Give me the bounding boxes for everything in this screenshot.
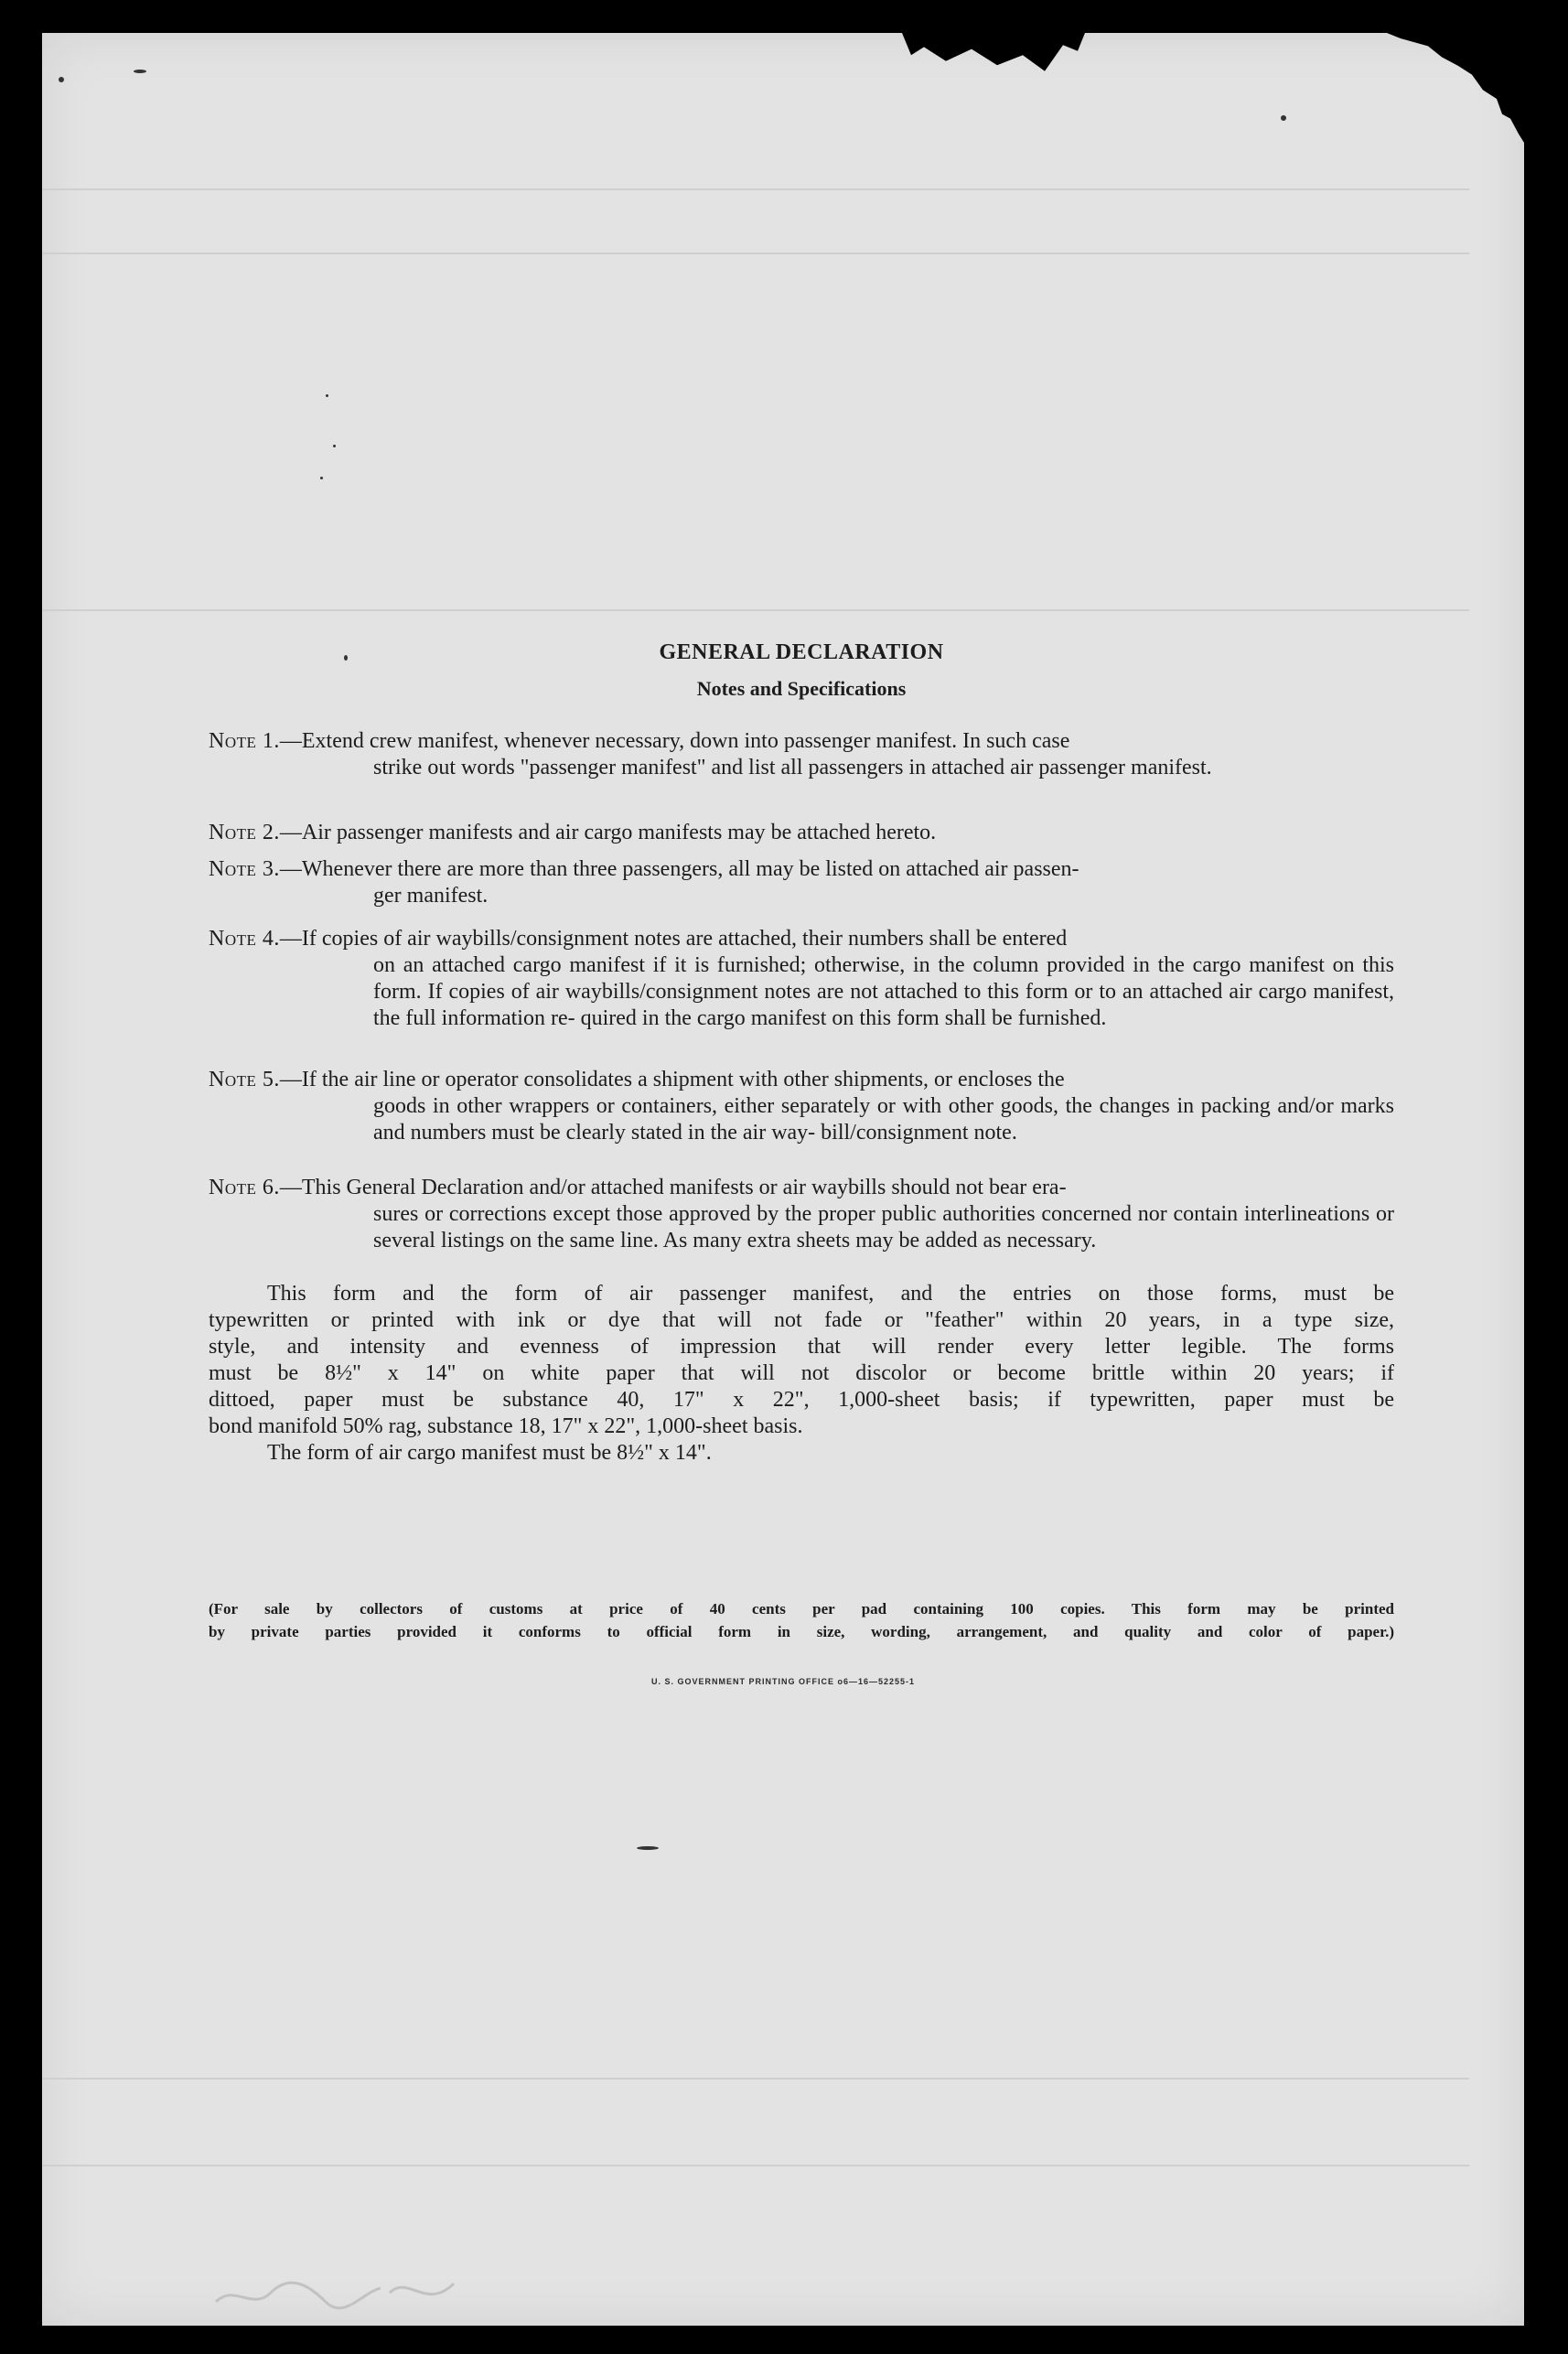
spec-line: This form and the form of air passenger manifest, and the entries on those forms, must be xyxy=(267,1282,1394,1306)
note-3 xyxy=(209,856,1394,909)
spec-line: must be 8½" x 14" on white paper that will not discolor or become brittle within 20 years; if xyxy=(209,1361,1394,1385)
spec-line: The form of air cargo manifest must be 8½" x 14". xyxy=(267,1441,712,1465)
note-label: Note 4. xyxy=(209,927,280,951)
note-text-continued: on an attached cargo manifest if it is furnished; otherwise, in the column provided in the cargo manifest on this form. If copies of air waybills/consignment notes are not attached to this form or to an attached air cargo manifest, the full information re- quired in the cargo manifest on this form shall be furnished. xyxy=(373,953,1394,1030)
sale-line: (For sale by collectors of customs at price of 40 cents per pad containing 100 copies. This form may be printed xyxy=(209,1600,1394,1618)
document-page xyxy=(42,33,1524,2326)
note-text-continued: goods in other wrappers or containers, either separately or with other goods, the changes in packing and/or marks and numbers must be clearly stated in the air way- bill/consignment note. xyxy=(373,1094,1394,1145)
ink-speck xyxy=(134,70,146,73)
note-4 xyxy=(209,926,1394,1032)
ink-speck xyxy=(320,477,323,479)
form-specifications xyxy=(209,1281,1394,1467)
note-label: Note 5. xyxy=(209,1068,280,1091)
spec-line: dittoed, paper must be substance 40, 17" x 22", 1,000-sheet basis; if typewritten, paper must be xyxy=(209,1388,1394,1412)
spec-line: bond manifold 50% rag, substance 18, 17" x 22", 1,000-sheet basis. xyxy=(209,1414,803,1438)
bleed-through-line xyxy=(42,188,1469,190)
page-title: GENERAL DECLARATION xyxy=(659,640,944,664)
note-5 xyxy=(209,1067,1394,1146)
note-label: Note 6. xyxy=(209,1176,280,1199)
note-text: —Whenever there are more than three passengers, all may be listed on attached air passen- xyxy=(279,857,1079,881)
note-text-continued: strike out words "passenger manifest" and list all passengers in attached air passenger manifest. xyxy=(373,756,1212,779)
torn-edge-right xyxy=(1387,33,1524,143)
page-subtitle: Notes and Specifications xyxy=(696,677,907,700)
note-text: —Extend crew manifest, whenever necessary, down into passenger manifest. In such case xyxy=(279,729,1070,753)
note-2 xyxy=(209,820,1394,846)
torn-edge-top xyxy=(902,33,1085,73)
note-text: —This General Declaration and/or attached manifests or air waybills should not bear era- xyxy=(279,1176,1067,1199)
ink-speck xyxy=(637,1846,659,1850)
bleed-through-line xyxy=(42,253,1469,254)
ink-speck xyxy=(333,445,336,447)
bleed-through-line xyxy=(42,609,1469,611)
sale-line: by private parties provided it conforms to official form in size, wording, arrangement, and quality and color of paper.) xyxy=(209,1623,1394,1640)
bleed-through-line xyxy=(42,2078,1469,2080)
signature-scrawl xyxy=(207,2265,481,2320)
bleed-through-line xyxy=(42,2165,1469,2166)
sale-notice xyxy=(209,1597,1394,1643)
spec-line: typewritten or printed with ink or dye that will not fade or "feather" within 20 years, in a type size, xyxy=(209,1308,1394,1332)
spec-line: style, and intensity and evenness of impression that will render every letter legible. The forms xyxy=(209,1335,1394,1359)
note-text: —If copies of air waybills/consignment notes are attached, their numbers shall be entered xyxy=(279,927,1068,951)
note-label: Note 1. xyxy=(209,729,280,753)
note-label: Note 2. xyxy=(209,821,280,844)
note-6 xyxy=(209,1175,1394,1254)
ink-speck xyxy=(59,77,64,82)
note-text-continued: sures or corrections except those approved by the proper public authorities concerned nor contain interlineations or several listings on the same line. As many extra sheets may be added as necessary. xyxy=(373,1202,1394,1252)
ink-speck xyxy=(1281,115,1286,121)
ink-speck xyxy=(326,394,328,397)
printer-imprint: U. S. GOVERNMENT PRINTING OFFICE o6—16—52255-1 xyxy=(650,1677,916,1686)
note-1 xyxy=(209,728,1394,781)
note-text: —If the air line or operator consolidates a shipment with other shipments, or encloses the xyxy=(279,1068,1065,1091)
note-text-continued: ger manifest. xyxy=(373,884,489,908)
note-label: Note 3. xyxy=(209,857,280,881)
note-text: —Air passenger manifests and air cargo manifests may be attached hereto. xyxy=(279,821,937,844)
